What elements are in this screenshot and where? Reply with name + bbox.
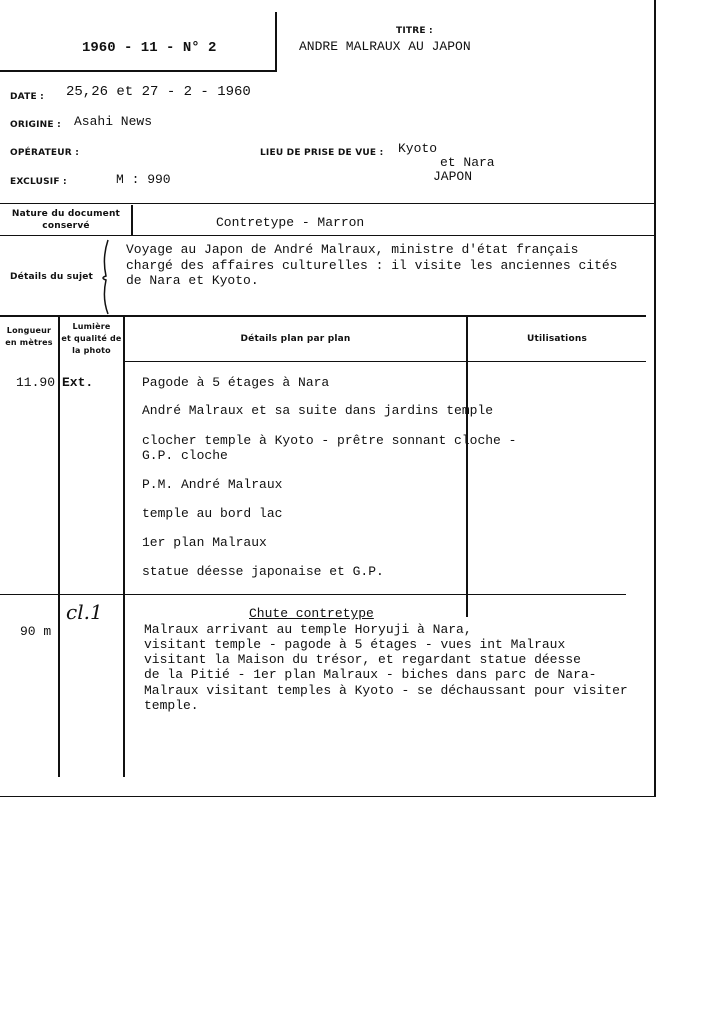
shot-item: P.M. André Malraux [142,477,283,492]
chute-line: temple. [144,698,199,713]
row1-longueur: 11.90 [16,375,56,390]
lumiere-header-line-2: et qualité de [61,334,122,343]
sujet-line-3: de Nara et Kyoto. [126,273,259,288]
shot-item: Pagode à 5 étages à Nara [142,375,330,390]
lieu-line-3: JAPON [433,169,473,184]
table-col-line-1 [58,317,60,777]
sujet-line-2: chargé des affaires culturelles : il visite les anciennes cités [126,258,618,273]
nature-bottom-rule [0,235,656,236]
shot-item: André Malraux et sa suite dans jardins temple [142,403,494,418]
table-col-line-2 [123,317,125,777]
shot-item: 1er plan Malraux [142,535,267,550]
row2-handwritten-note: cl.1 [66,600,103,624]
shot-item: G.P. cloche [142,448,228,463]
lieu-line-1: Kyoto [398,141,438,156]
exclusif-value: M : 990 [116,172,171,187]
nature-top-rule [0,203,656,204]
longueur-header-line-1: Longueur [6,326,52,335]
details-header: Détails plan par plan [240,334,351,344]
chute-heading: Chute contretype [249,606,374,621]
nature-label-line-2: conservé [42,221,90,231]
date-value: 25,26 et 27 - 2 - 1960 [66,84,251,100]
utilisations-header: Utilisations [526,334,588,344]
lumiere-header [60,321,123,357]
longueur-header-line-2: en mètres [5,338,53,347]
chute-line: Malraux visitant temples à Kyoto - se déchaussant pour visiter [144,683,628,698]
sujet-label: Détails du sujet [10,272,94,282]
lieu-label: LIEU DE PRISE DE VUE : [260,148,384,158]
nature-divider [131,205,133,235]
chute-line: Malraux arrivant au temple Horyuji à Nara, [144,622,472,637]
origine-label: ORIGINE : [10,120,61,130]
lieu-line-2: et Nara [440,155,495,170]
origine-value: Asahi News [74,114,153,129]
titre-label: TITRE : [396,26,433,36]
table-col-line-3 [466,317,468,617]
table-top-rule [0,315,646,317]
nature-label-line-1: Nature du document [11,209,121,219]
row1-lumiere: Ext. [62,375,94,390]
nature-label [4,208,128,232]
shot-item: clocher temple à Kyoto - prêtre sonnant cloche - [142,433,517,448]
chute-line: visitant temple - pagode à 5 étages - vues int Malraux [144,637,566,652]
document-reference: 1960 - 11 - N° 2 [82,40,217,56]
table-bottom-rule [0,796,656,797]
operateur-label: OPÉRATEUR : [10,148,80,158]
row-separator [0,594,626,595]
document-title: ANDRE MALRAUX AU JAPON [299,39,471,54]
header-box-bottom [0,70,276,72]
exclusif-label: EXCLUSIF : [10,177,67,187]
page-right-edge [654,0,656,797]
sujet-line-1: Voyage au Japon de André Malraux, ministre d'état français [126,242,579,257]
shot-item: statue déesse japonaise et G.P. [142,564,384,579]
chute-line: de la Pitié - 1er plan Malraux - biches dans parc de Nara- [144,667,597,682]
lumiere-header-line-1: Lumière [72,322,111,331]
shot-item: temple au bord lac [142,506,283,521]
longueur-header [0,325,58,349]
date-label: DATE : [10,92,44,102]
row2-longueur: 90 m [20,624,52,639]
header-box-right [275,12,277,72]
chute-line: visitant la Maison du trésor, et regardant statue déesse [144,652,581,667]
sujet-brace [98,238,112,316]
lumiere-header-line-3: la photo [72,346,111,355]
nature-value: Contretype - Marron [216,215,365,230]
header-bottom-rule [125,361,646,362]
